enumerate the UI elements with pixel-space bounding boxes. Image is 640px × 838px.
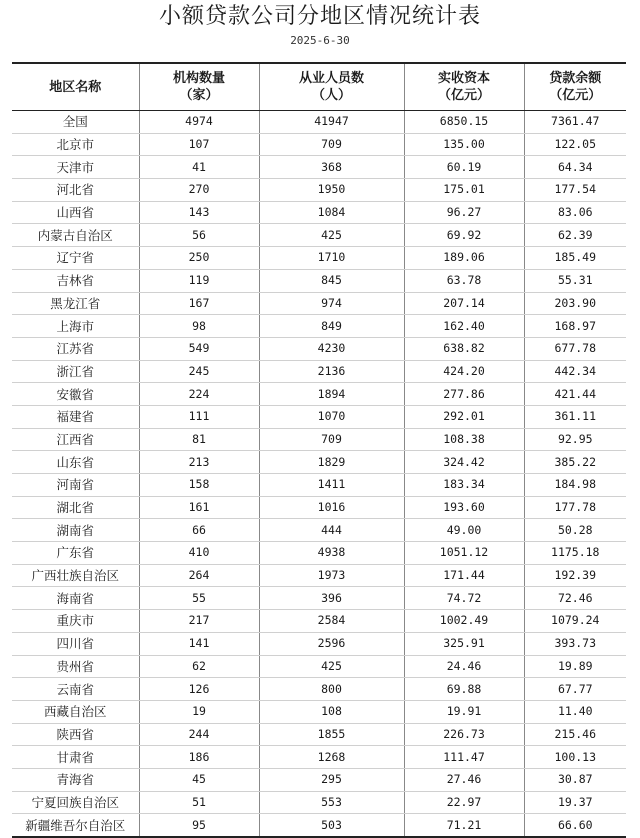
header-label: 贷款余额: [549, 71, 602, 86]
capital-cell: 74.72: [404, 587, 524, 610]
institutions-cell: 45: [139, 768, 259, 791]
capital-cell: 325.91: [404, 632, 524, 655]
capital-cell: 638.82: [404, 337, 524, 360]
institutions-cell: 213: [139, 451, 259, 474]
loan-balance-cell: 168.97: [524, 315, 626, 338]
employees-cell: 425: [259, 655, 404, 678]
loan-balance-cell: 92.95: [524, 428, 626, 451]
employees-cell: 845: [259, 269, 404, 292]
employees-cell: 1829: [259, 451, 404, 474]
header-label: 机构数量: [172, 71, 225, 86]
table-row: [12, 632, 626, 655]
capital-cell: 24.46: [404, 655, 524, 678]
employees-cell: 1950: [259, 179, 404, 202]
institutions-cell: 119: [139, 269, 259, 292]
capital-cell: 226.73: [404, 723, 524, 746]
institutions-cell: 62: [139, 655, 259, 678]
employees-cell: 368: [259, 156, 404, 179]
table-row: [12, 111, 626, 134]
table-row: [12, 269, 626, 292]
table-row: [12, 383, 626, 406]
loan-balance-cell: 442.34: [524, 360, 626, 383]
header-label: 实收资本: [437, 71, 490, 86]
loan-balance-cell: 1079.24: [524, 610, 626, 633]
header-unit: （家）: [179, 88, 219, 103]
region-cell: 天津市: [12, 156, 139, 179]
loan-balance-cell: 677.78: [524, 337, 626, 360]
header-unit: （人）: [311, 88, 351, 103]
region-cell: 青海省: [12, 768, 139, 791]
header-unit: （亿元）: [549, 88, 602, 103]
employees-cell: 1894: [259, 383, 404, 406]
table-row: [12, 179, 626, 202]
region-cell: 全国: [12, 111, 139, 134]
institutions-cell: 95: [139, 814, 259, 837]
loan-balance-cell: 421.44: [524, 383, 626, 406]
loan-balance-cell: 19.89: [524, 655, 626, 678]
loan-balance-cell: 30.87: [524, 768, 626, 791]
table-row: [12, 360, 626, 383]
loan-balance-cell: 66.60: [524, 814, 626, 837]
employees-cell: 41947: [259, 111, 404, 134]
header-loan-balance: [524, 63, 626, 111]
header-label: 地区名称: [49, 79, 102, 95]
employees-cell: 4938: [259, 542, 404, 565]
institutions-cell: 270: [139, 179, 259, 202]
capital-cell: 277.86: [404, 383, 524, 406]
capital-cell: 171.44: [404, 564, 524, 587]
institutions-cell: 41: [139, 156, 259, 179]
region-cell: 安徽省: [12, 383, 139, 406]
capital-cell: 69.92: [404, 224, 524, 247]
loan-balance-cell: 100.13: [524, 746, 626, 769]
loan-balance-cell: 55.31: [524, 269, 626, 292]
table-row: [12, 133, 626, 156]
table-row: [12, 156, 626, 179]
loan-balance-cell: 72.46: [524, 587, 626, 610]
region-cell: 云南省: [12, 678, 139, 701]
region-cell: 广东省: [12, 542, 139, 565]
capital-cell: 27.46: [404, 768, 524, 791]
region-cell: 陕西省: [12, 723, 139, 746]
table-row: [12, 700, 626, 723]
table-row: [12, 655, 626, 678]
capital-cell: 6850.15: [404, 111, 524, 134]
table-row: [12, 542, 626, 565]
capital-cell: 108.38: [404, 428, 524, 451]
institutions-cell: 143: [139, 201, 259, 224]
region-cell: 广西壮族自治区: [12, 564, 139, 587]
loan-balance-cell: 203.90: [524, 292, 626, 315]
table-row: [12, 814, 626, 837]
institutions-cell: 111: [139, 405, 259, 428]
header-paid-in-capital: [404, 63, 524, 111]
employees-cell: 503: [259, 814, 404, 837]
table-row: [12, 678, 626, 701]
region-cell: 甘肃省: [12, 746, 139, 769]
capital-cell: 96.27: [404, 201, 524, 224]
loan-balance-cell: 184.98: [524, 474, 626, 497]
loan-balance-cell: 393.73: [524, 632, 626, 655]
capital-cell: 19.91: [404, 700, 524, 723]
institutions-cell: 66: [139, 519, 259, 542]
loan-balance-cell: 62.39: [524, 224, 626, 247]
region-cell: 贵州省: [12, 655, 139, 678]
employees-cell: 2584: [259, 610, 404, 633]
loan-balance-cell: 215.46: [524, 723, 626, 746]
institutions-cell: 549: [139, 337, 259, 360]
loan-balance-cell: 177.54: [524, 179, 626, 202]
table-row: [12, 474, 626, 497]
institutions-cell: 126: [139, 678, 259, 701]
loan-balance-cell: 50.28: [524, 519, 626, 542]
capital-cell: 193.60: [404, 496, 524, 519]
report-date: 2025-6-30: [290, 34, 350, 47]
region-cell: 西藏自治区: [12, 700, 139, 723]
region-cell: 内蒙古自治区: [12, 224, 139, 247]
employees-cell: 2136: [259, 360, 404, 383]
capital-cell: 207.14: [404, 292, 524, 315]
table-row: [12, 610, 626, 633]
loan-balance-cell: 19.37: [524, 791, 626, 814]
table-header-row: [12, 63, 626, 111]
capital-cell: 292.01: [404, 405, 524, 428]
institutions-cell: 244: [139, 723, 259, 746]
table-row: [12, 247, 626, 270]
employees-cell: 396: [259, 587, 404, 610]
table-row: [12, 768, 626, 791]
table-body: [12, 111, 626, 838]
employees-cell: 800: [259, 678, 404, 701]
region-cell: 宁夏回族自治区: [12, 791, 139, 814]
capital-cell: 189.06: [404, 247, 524, 270]
capital-cell: 1051.12: [404, 542, 524, 565]
loan-balance-cell: 7361.47: [524, 111, 626, 134]
institutions-cell: 107: [139, 133, 259, 156]
region-cell: 四川省: [12, 632, 139, 655]
table-row: [12, 224, 626, 247]
employees-cell: 709: [259, 133, 404, 156]
institutions-cell: 56: [139, 224, 259, 247]
table-row: [12, 564, 626, 587]
institutions-cell: 224: [139, 383, 259, 406]
institutions-cell: 158: [139, 474, 259, 497]
capital-cell: 111.47: [404, 746, 524, 769]
region-cell: 山东省: [12, 451, 139, 474]
region-cell: 海南省: [12, 587, 139, 610]
loan-balance-cell: 122.05: [524, 133, 626, 156]
capital-cell: 1002.49: [404, 610, 524, 633]
capital-cell: 162.40: [404, 315, 524, 338]
table-row: [12, 519, 626, 542]
region-cell: 山西省: [12, 201, 139, 224]
employees-cell: 974: [259, 292, 404, 315]
capital-cell: 135.00: [404, 133, 524, 156]
table-row: [12, 428, 626, 451]
institutions-cell: 245: [139, 360, 259, 383]
table-row: [12, 587, 626, 610]
employees-cell: 553: [259, 791, 404, 814]
loan-balance-cell: 83.06: [524, 201, 626, 224]
capital-cell: 183.34: [404, 474, 524, 497]
capital-cell: 69.88: [404, 678, 524, 701]
header-unit: （亿元）: [437, 88, 490, 103]
loan-balance-cell: 361.11: [524, 405, 626, 428]
table-row: [12, 451, 626, 474]
employees-cell: 108: [259, 700, 404, 723]
statistics-table: [12, 62, 626, 838]
employees-cell: 2596: [259, 632, 404, 655]
institutions-cell: 167: [139, 292, 259, 315]
header-institutions: [139, 63, 259, 111]
institutions-cell: 264: [139, 564, 259, 587]
region-cell: 吉林省: [12, 269, 139, 292]
employees-cell: 1973: [259, 564, 404, 587]
employees-cell: 1710: [259, 247, 404, 270]
institutions-cell: 410: [139, 542, 259, 565]
loan-balance-cell: 192.39: [524, 564, 626, 587]
header-region: [12, 63, 139, 111]
employees-cell: 709: [259, 428, 404, 451]
institutions-cell: 141: [139, 632, 259, 655]
employees-cell: 1084: [259, 201, 404, 224]
table-row: [12, 337, 626, 360]
table-row: [12, 292, 626, 315]
institutions-cell: 98: [139, 315, 259, 338]
loan-balance-cell: 64.34: [524, 156, 626, 179]
loan-balance-cell: 1175.18: [524, 542, 626, 565]
table-row: [12, 315, 626, 338]
capital-cell: 175.01: [404, 179, 524, 202]
institutions-cell: 4974: [139, 111, 259, 134]
institutions-cell: 250: [139, 247, 259, 270]
region-cell: 辽宁省: [12, 247, 139, 270]
table-row: [12, 746, 626, 769]
institutions-cell: 161: [139, 496, 259, 519]
region-cell: 上海市: [12, 315, 139, 338]
header-label: 从业人员数: [298, 71, 364, 86]
employees-cell: 1855: [259, 723, 404, 746]
header-employees: [259, 63, 404, 111]
institutions-cell: 81: [139, 428, 259, 451]
region-cell: 新疆维吾尔自治区: [25, 817, 126, 833]
region-cell: 北京市: [12, 133, 139, 156]
employees-cell: 1016: [259, 496, 404, 519]
capital-cell: 49.00: [404, 519, 524, 542]
institutions-cell: 217: [139, 610, 259, 633]
region-cell: 河南省: [12, 474, 139, 497]
region-cell: 重庆市: [12, 610, 139, 633]
capital-cell: 424.20: [404, 360, 524, 383]
institutions-cell: 51: [139, 791, 259, 814]
region-cell: 福建省: [12, 405, 139, 428]
capital-cell: 22.97: [404, 791, 524, 814]
capital-cell: 63.78: [404, 269, 524, 292]
region-cell: 浙江省: [12, 360, 139, 383]
loan-balance-cell: 67.77: [524, 678, 626, 701]
loan-balance-cell: 11.40: [524, 700, 626, 723]
institutions-cell: 186: [139, 746, 259, 769]
employees-cell: 444: [259, 519, 404, 542]
table-row: [12, 496, 626, 519]
employees-cell: 425: [259, 224, 404, 247]
capital-cell: 71.21: [404, 814, 524, 837]
table-row: [12, 201, 626, 224]
page-title: 小额贷款公司分地区情况统计表: [158, 4, 481, 29]
loan-balance-cell: 385.22: [524, 451, 626, 474]
region-cell: 湖北省: [12, 496, 139, 519]
loan-balance-cell: 177.78: [524, 496, 626, 519]
capital-cell: 60.19: [404, 156, 524, 179]
region-cell: 湖南省: [12, 519, 139, 542]
employees-cell: 1411: [259, 474, 404, 497]
region-cell: 江苏省: [12, 337, 139, 360]
employees-cell: 4230: [259, 337, 404, 360]
employees-cell: 1070: [259, 405, 404, 428]
region-cell: 黑龙江省: [12, 292, 139, 315]
table-row: [12, 723, 626, 746]
employees-cell: 295: [259, 768, 404, 791]
region-cell: 江西省: [12, 428, 139, 451]
loan-balance-cell: 185.49: [524, 247, 626, 270]
table-row: [12, 791, 626, 814]
capital-cell: 324.42: [404, 451, 524, 474]
institutions-cell: 55: [139, 587, 259, 610]
employees-cell: 1268: [259, 746, 404, 769]
region-cell: 河北省: [12, 179, 139, 202]
table-row: [12, 405, 626, 428]
institutions-cell: 19: [139, 700, 259, 723]
employees-cell: 849: [259, 315, 404, 338]
